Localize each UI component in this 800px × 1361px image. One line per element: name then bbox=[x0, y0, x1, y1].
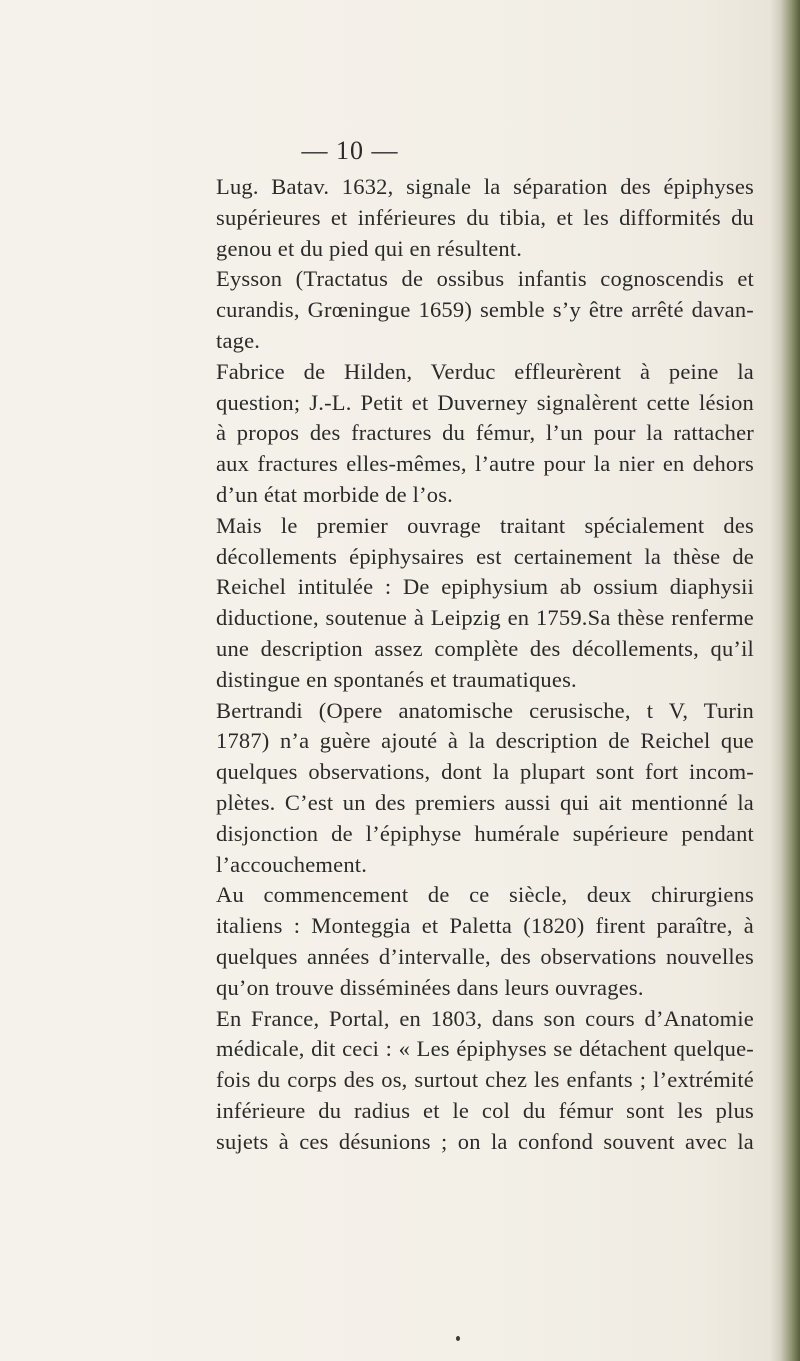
text-line: tage. bbox=[216, 327, 261, 353]
text-line: aux fractures elles-mêmes, l’autre pour la nier en dehors bbox=[216, 451, 754, 477]
ink-speck bbox=[456, 1336, 460, 1341]
text-line: qu’on trouve disséminées dans leurs ouvrages. bbox=[216, 974, 644, 1000]
text-line: à propos des fractures du fémur, l’un pour la rattacher bbox=[216, 420, 754, 446]
text-line: quelques années d’intervalle, des observations nouvelles bbox=[216, 943, 754, 969]
text-line: l’accouchement. bbox=[216, 851, 368, 877]
text-line: diductione, soutenue à Leipzig en 1759.Sa thèse renferme bbox=[216, 605, 754, 631]
text-line: distingue en spontanés et traumatiques. bbox=[216, 666, 577, 692]
text-line: question; J.-L. Petit et Duverney signalèrent cette lésion bbox=[216, 389, 754, 415]
text-line: italiens : Monteggia et Paletta (1820) firent paraître, à bbox=[216, 913, 754, 939]
text-line: genou et du pied qui en résultent. bbox=[216, 235, 523, 261]
text-line: 1787) n’a guère ajouté à la description de Reichel que bbox=[216, 728, 754, 754]
page-edge-shadow bbox=[770, 0, 800, 1361]
text-line: Au commencement de ce siècle, deux chirurgiens bbox=[216, 882, 754, 908]
text-line: sujets à ces désunions ; on la confond souvent avec la bbox=[216, 1128, 754, 1154]
page-number: — 10 — bbox=[301, 136, 399, 165]
text-line: décollements épiphysaires est certainement la thèse de bbox=[216, 543, 754, 569]
text-line: d’un état morbide de l’os. bbox=[216, 481, 454, 507]
text-line: médicale, dit ceci : « Les épiphyses se détachent quelque- bbox=[216, 1036, 754, 1062]
text-line: quelques observations, dont la plupart sont fort incom- bbox=[216, 759, 754, 785]
text-line: fois du corps des os, surtout chez les enfants ; l’extrémité bbox=[216, 1067, 754, 1093]
text-line: Mais le premier ouvrage traitant spécialement des bbox=[216, 512, 754, 538]
text-line: Bertrandi (Opere anatomische cerusische, t V, Turin bbox=[216, 697, 754, 723]
text-line: Fabrice de Hilden, Verduc effleurèrent à peine la bbox=[216, 358, 754, 384]
text-line: curandis, Grœningue 1659) semble s’y être arrêté davan- bbox=[216, 297, 754, 323]
text-line: Lug. Batav. 1632, signale la séparation des épiphyses bbox=[216, 174, 754, 199]
text-line: disjonction de l’épiphyse humérale supérieure pendant bbox=[216, 820, 754, 846]
body-text bbox=[216, 172, 754, 1158]
text-line: En France, Portal, en 1803, dans son cours d’Anatomie bbox=[216, 1005, 754, 1031]
text-line: Reichel intitulée : De epiphysium ab ossium diaphysii bbox=[216, 574, 754, 600]
text-line: Eysson (Tractatus de ossibus infantis cognoscendis et bbox=[216, 266, 754, 292]
text-line: une description assez complète des décollements, qu’il bbox=[216, 635, 754, 661]
text-line: supérieures et inférieures du tibia, et les difformités du bbox=[216, 204, 754, 230]
text-line: plètes. C’est un des premiers aussi qui ait mentionné la bbox=[216, 789, 754, 815]
text-line: inférieure du radius et le col du fémur sont les plus bbox=[216, 1097, 754, 1123]
